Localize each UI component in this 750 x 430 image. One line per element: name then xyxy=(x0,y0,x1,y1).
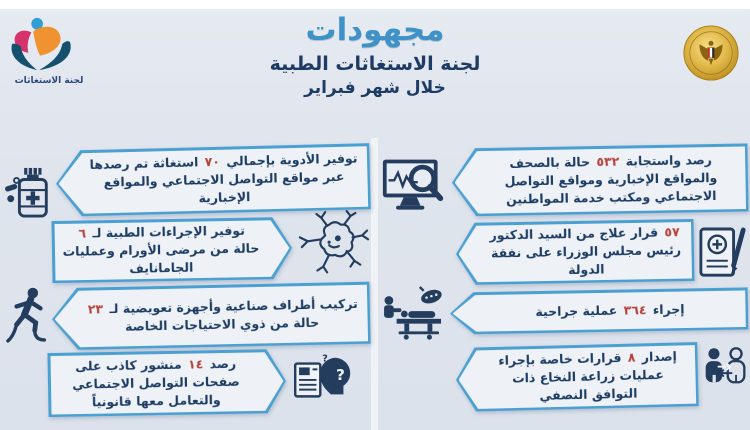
heart-in-hands-logo-icon xyxy=(6,16,76,74)
column-divider xyxy=(371,138,378,430)
banner-oncology-text: توفير الإجراءات الطبية لـ ٦ حالة من مرضى الأورام وعمليات الجامانايف xyxy=(62,222,260,276)
committee-logo xyxy=(6,16,92,86)
header xyxy=(0,12,750,98)
banner-marrow-transplant xyxy=(455,342,698,412)
committee-logo-label: لجنة الاستغاثات xyxy=(14,76,84,86)
banner-oncology xyxy=(51,217,292,283)
banner-medicines xyxy=(55,143,371,217)
gold-eagle-seal-icon xyxy=(682,24,740,82)
svg-text:?: ? xyxy=(336,365,346,384)
stat-number: ٥٣٢ xyxy=(596,153,620,169)
page-title: مجهودات xyxy=(305,12,445,48)
banner-monitoring-text: رصد واستجابة ٥٣٢ حالة بالصحف والمواقع الإخبارية ومواقع التواصل الاجتماعي ومكتب خدمة المواطنين xyxy=(504,151,718,207)
fake-news-icon xyxy=(292,352,364,406)
stat-number: ٧٠ xyxy=(204,153,221,170)
medicine-bottle-icon xyxy=(4,164,54,220)
stat-number: ٨ xyxy=(627,349,636,365)
banner-surgeries xyxy=(450,287,749,334)
prosthetic-runner-icon xyxy=(6,286,52,346)
media-monitoring-icon xyxy=(381,156,447,216)
page-subtitle-committee: لجنة الاستغاثات الطبية xyxy=(269,53,481,75)
stat-number: ١٤ xyxy=(187,356,204,372)
banner-monitoring xyxy=(451,143,748,216)
stat-number: ٥٧ xyxy=(664,223,680,240)
banner-medicines-text: توفير الأدوية بإجمالي ٧٠ استغاثة تم رصدها عبر مواقع التواصل الاجتماعي والمواقع الإخبارية xyxy=(89,150,358,206)
stat-number: ٢٣ xyxy=(87,301,104,317)
banner-prosthetics xyxy=(51,282,370,351)
banner-fake-posts xyxy=(47,349,286,417)
stat-number: ٦ xyxy=(78,225,87,241)
top-white-strip xyxy=(0,0,750,9)
banner-treatment-decrees xyxy=(455,219,694,285)
svg-text:?: ? xyxy=(322,353,328,365)
surgery-icon xyxy=(381,286,447,342)
stat-number: ٣٦٤ xyxy=(623,302,647,318)
page-subtitle-month: خلال شهر فبراير xyxy=(304,78,446,98)
banner-marrow-transplant-text: إصدار ٨ قرارات خاصة بإجراء عمليات زراعة النخاع ذات التوافق النصفي xyxy=(498,348,678,403)
banner-surgeries-text: إجراء ٣٦٤ عملية جراحية xyxy=(535,301,685,320)
treatment-decree-icon xyxy=(698,224,748,284)
marrow-transplant-icon xyxy=(702,346,748,402)
state-emblem xyxy=(682,24,740,82)
banner-treatment-decrees-text: ٥٧ قرار علاج من السيد الدكتور رئيس مجلس الوزراء على نفقة الدولة xyxy=(489,223,682,278)
neuron-icon xyxy=(296,210,370,292)
banner-fake-posts-text: رصد ١٤ منشور كاذب على صفحات التواصل الاجتماعي والتعامل معها قانونياً xyxy=(72,355,240,410)
banner-prosthetics-text: تركيب أطراف صناعية وأجهزة تعويضية لـ ٢٣ حالة من ذوي الاحتياجات الخاصة xyxy=(87,295,358,334)
